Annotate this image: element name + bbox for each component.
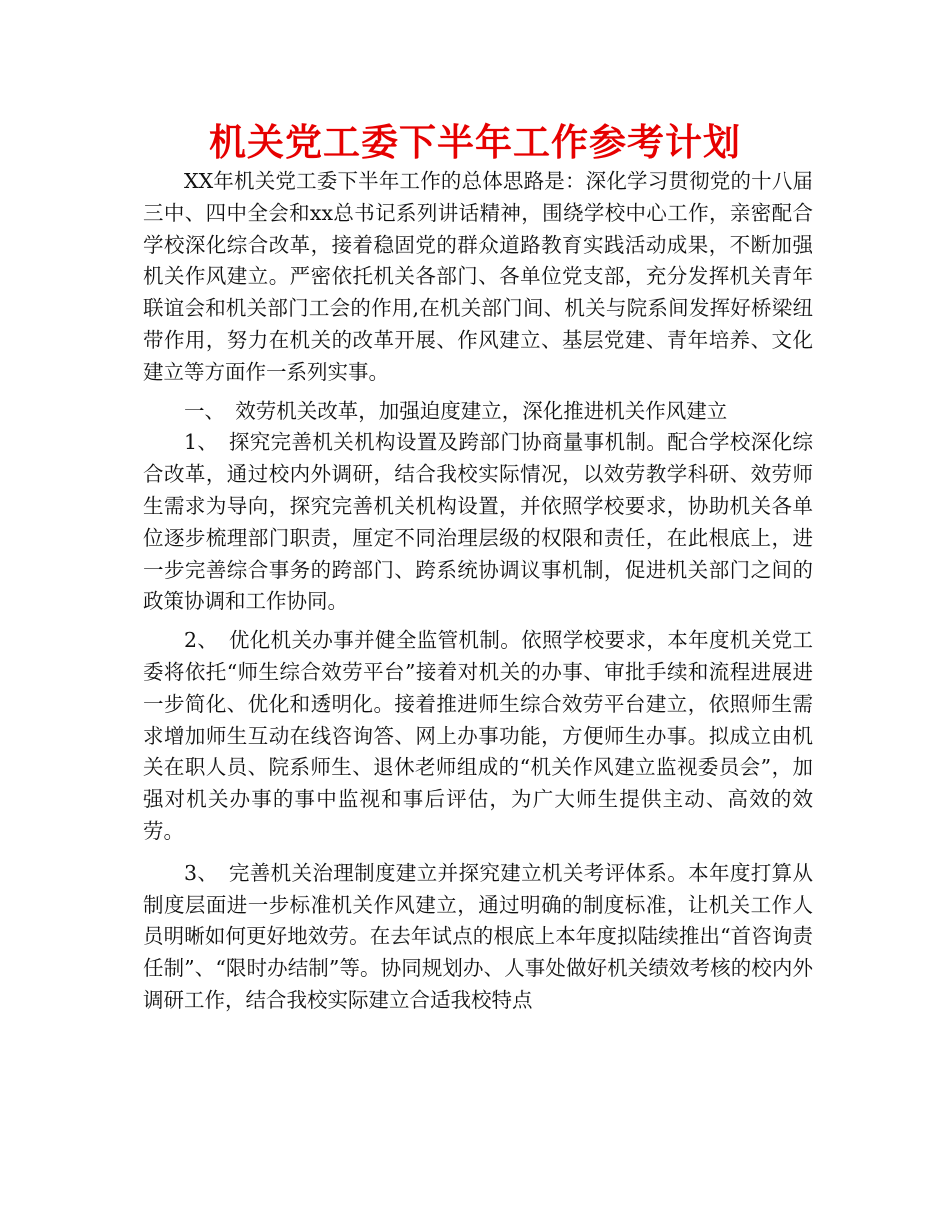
document-body	[143, 166, 813, 1017]
paragraph-item-2: 2、 优化机关办事并健全监管机制。依照学校要求，本年度机关党工委将依托“师生综合效劳平台”接着对机关的办事、审批手续和流程进展进一步简化、优化和透明化。接着推进师生综合效劳平台建立，依照师生需求增加师生互动在线咨询答、网上办事功能，方便师生办事。拟成立由机关在职人员、院系师生、退休老师组成的“机关作风建立监视委员会”，加强对机关办事的事中监视和事后评估，为广大师生提供主动、高效的效劳。	[143, 628, 813, 843]
paragraph-intro: XX年机关党工委下半年工作的总体思路是：深化学习贯彻党的十八届三中、四中全会和xx总书记系列讲话精神，围绕学校中心工作，亲密配合学校深化综合改革，接着稳固党的群众道路教育实践活动成果，不断加强机关作风建立。严密依托机关各部门、各单位党支部，充分发挥机关青年联谊会和机关部门工会的作用,在机关部门间、机关与院系间发挥好桥梁纽带作用，努力在机关的改革开展、作风建立、基层党建、青年培养、文化建立等方面作一系列实事。	[143, 169, 813, 384]
document-title: 机关党工委下半年工作参考计划	[209, 121, 741, 164]
section-heading-one: 一、 效劳机关改革，加强迫度建立，深化推进机关作风建立	[184, 398, 728, 423]
paragraph-item-1: 1、 探究完善机关机构设置及跨部门协商量事机制。配合学校深化综合改革，通过校内外调研，结合我校实际情况，以效劳教学科研、效劳师生需求为导向，探究完善机关机构设置，并依照学校要求，协助机关各单位逐步梳理部门职责，厘定不同治理层级的权限和责任，在此根底上，进一步完善综合事务的跨部门、跨系统协调议事机制，促进机关部门之间的政策协调和工作协同。	[143, 430, 813, 614]
paragraph-item-3: 3、 完善机关治理制度建立并探究建立机关考评体系。本年度打算从制度层面进一步标准机关作风建立，通过明确的制度标准，让机关工作人员明晰如何更好地效劳。在去年试点的根底上本年度拟陆续推出“首咨询责任制”、“限时办结制”等。协同规划办、人事处做好机关绩效考核的校内外调研工作，结合我校实际建立合适我校特点	[143, 860, 813, 1012]
